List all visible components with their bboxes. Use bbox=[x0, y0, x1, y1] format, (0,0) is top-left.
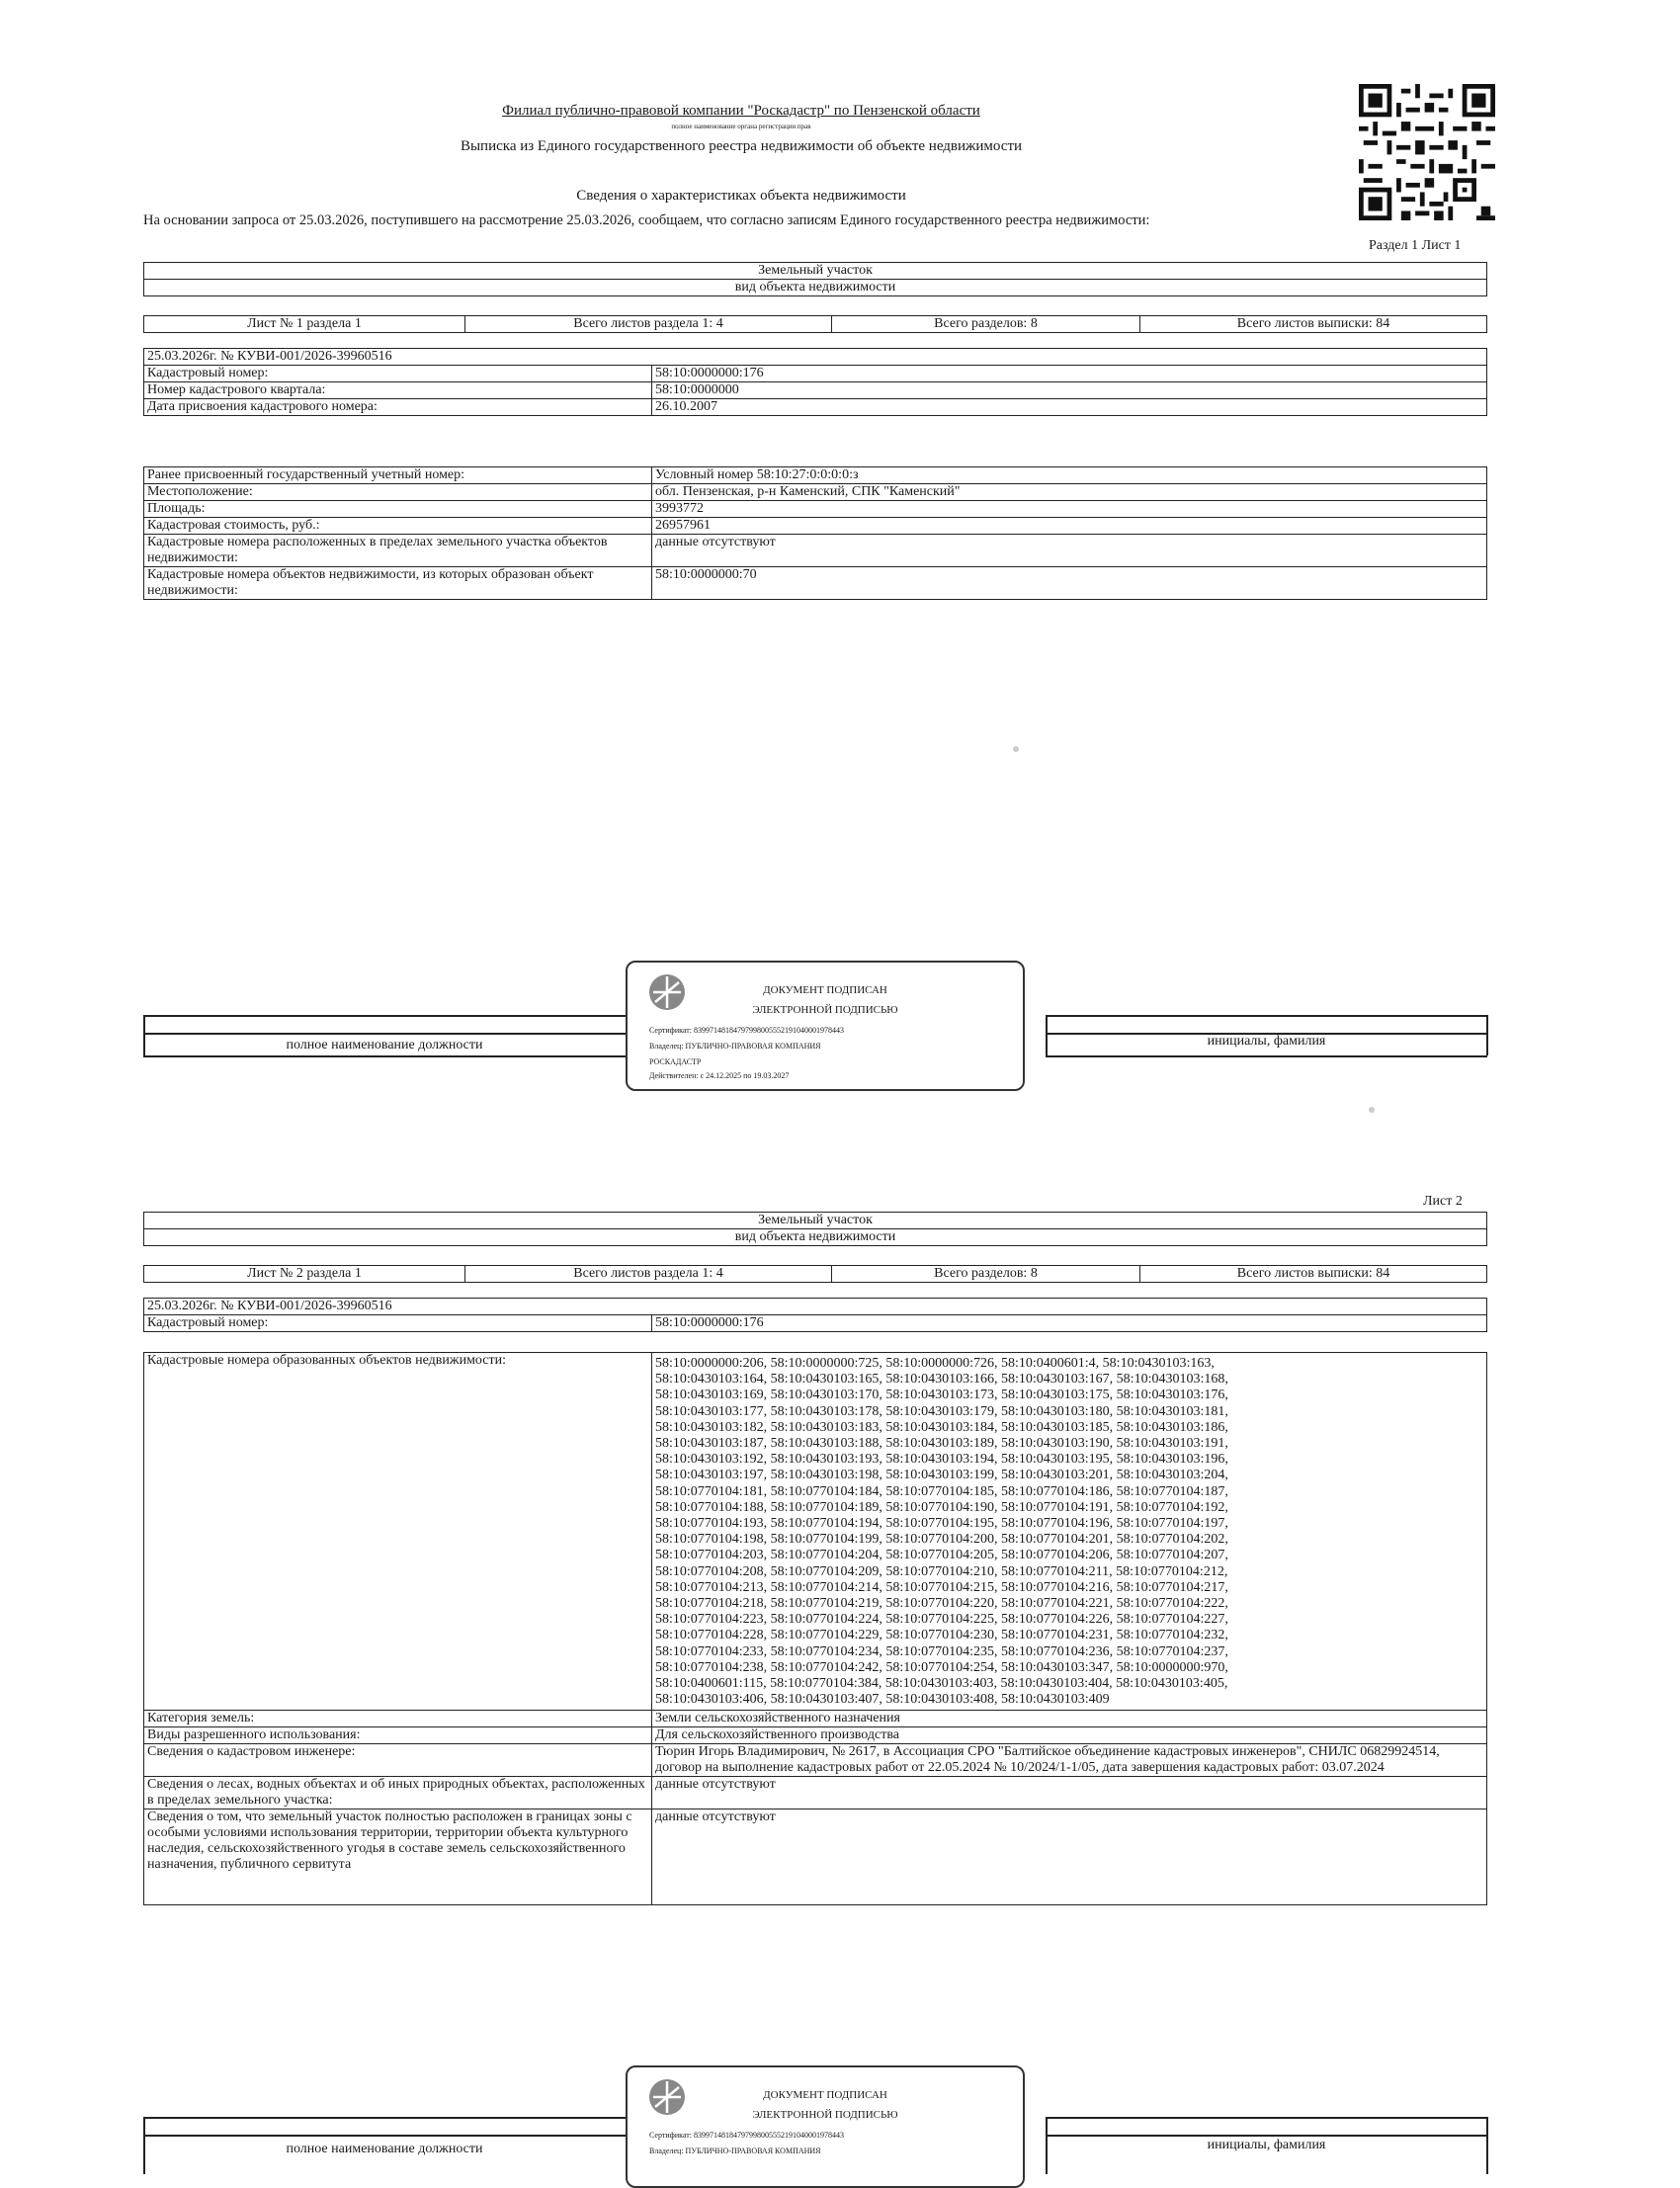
table-row: Сведения о том, что земельный участок полностью расположен в границах зоны с особыми условиями использования территории, территории объекта культурного наследия, сельскохозяйственного угодья в составе земель сельскохозяйственного назначения, публичного сервитута данные отсутствуют bbox=[144, 1809, 1487, 1905]
stamp-owner-name: РОСКАДАСТР bbox=[649, 1057, 702, 1066]
request-basis: На основании запроса от 25.03.2026, поступившего на рассмотрение 25.03.2026, сообщаем, что согласно записям Единого государственного реестра недвижимости: bbox=[143, 212, 1150, 228]
issuer-caption: полное наименование органа регистрации прав bbox=[671, 123, 811, 130]
position-caption: полное наименование должности bbox=[286, 1038, 483, 1052]
scan-dot bbox=[1013, 746, 1019, 752]
sheet-info-table-2 bbox=[143, 1265, 1487, 1283]
position-caption: полное наименование должности bbox=[286, 2142, 483, 2156]
object-type-caption: вид объекта недвижимости bbox=[144, 280, 1487, 296]
table-row: Кадастровые номера объектов недвижимости, из которых образован объект недвижимости: 58:10:0000000:70 bbox=[144, 567, 1487, 600]
table-row bbox=[144, 1353, 1487, 1711]
qr-code-icon bbox=[1359, 84, 1495, 220]
sheets-total: Всего листов выписки: 84 bbox=[1140, 1266, 1487, 1283]
table-row: Кадастровые номера расположенных в пределах земельного участка объектов недвижимости: данные отсутствуют bbox=[144, 535, 1487, 567]
stamp-certificate: Сертификат: 83997148184797998005552191040001978443 bbox=[649, 2131, 844, 2140]
sheet-label: Лист 2 bbox=[1423, 1194, 1463, 1209]
sheets-in-section: Всего листов раздела 1: 4 bbox=[465, 316, 832, 333]
stamp-validity: Действителен: с 24.12.2025 по 19.03.2027 bbox=[649, 1071, 790, 1080]
sheet-number: Лист № 2 раздела 1 bbox=[144, 1266, 465, 1283]
table-row: Местоположение: обл. Пензенская, р-н Каменский, СПК "Каменский" bbox=[144, 484, 1487, 501]
extract-number: 25.03.2026г. № КУВИ-001/2026-39960516 bbox=[144, 349, 1487, 366]
stamp-owner: Владелец: ПУБЛИЧНО-ПРАВОВАЯ КОМПАНИЯ bbox=[649, 2146, 821, 2155]
object-type: Земельный участок bbox=[144, 263, 1487, 280]
signature-line bbox=[143, 1055, 626, 1057]
extract-table-a bbox=[143, 348, 1487, 416]
sheets-total: Всего листов выписки: 84 bbox=[1140, 316, 1487, 333]
document-title: Выписка из Единого государственного реестра недвижимости об объекте недвижимости bbox=[460, 138, 1023, 154]
extract-table-d bbox=[143, 1352, 1487, 1905]
table-row: Кадастровый номер: 58:10:0000000:176 bbox=[144, 1315, 1487, 1332]
scan-dot bbox=[1369, 1107, 1375, 1113]
sheet-number: Лист № 1 раздела 1 bbox=[144, 316, 465, 333]
sections-total: Всего разделов: 8 bbox=[832, 1266, 1140, 1283]
issuer-organization: Филиал публично-правовой компании "Роскадастр" по Пензенской области bbox=[502, 103, 980, 119]
signature-line bbox=[1046, 2117, 1487, 2119]
table-row: Сведения о кадастровом инженере: Тюрин Игорь Владимирович, № 2617, в Ассоциация СРО "Балтийское объединение кадастровых инженеров", СНИЛС 06829924514, договор на выполнение кадастровых работ от 22.05.2024 № 10/2024/1-1/05, дата завершения кадастровых работ: 03.07.2024 bbox=[144, 1744, 1487, 1777]
name-caption: инициалы, фамилия bbox=[1207, 1034, 1326, 1049]
table-row: Дата присвоения кадастрового номера: 26.10.2007 bbox=[144, 399, 1487, 416]
table-row: Виды разрешенного использования: Для сельскохозяйственного производства bbox=[144, 1727, 1487, 1744]
signature-line bbox=[143, 1033, 626, 1035]
sheet-info-table bbox=[143, 315, 1487, 333]
e-signature-stamp bbox=[626, 961, 1025, 1091]
object-type-table-2 bbox=[143, 1212, 1487, 1246]
signature-line bbox=[143, 2117, 626, 2119]
object-type-caption: вид объекта недвижимости bbox=[144, 1229, 1487, 1246]
name-caption: инициалы, фамилия bbox=[1207, 2138, 1326, 2152]
formed-objects-list: 58:10:0000000:206, 58:10:0000000:725, 58:10:0000000:726, 58:10:0400601:4, 58:10:0430103:163, 58:10:0430103:164, 58:10:0430103:165, 58:10:0430103:166, 58:10:0430103:167, 58:10:0430103:168, 58:10:0430103:169, 58:10:0430103:170, 58:10:0430103:173, 58:10:0430103:175, 58:10:0430103:176, 58:10:0430103:177, 58:10:0430103:178, 58:10:0430103:179, 58:10:0430103:180, 58:10:0430103:181, 58:10:0430103:182, 58:10:0430103:183, 58:10:0430103:184, 58:10:0430103:185, 58:10:0430103:186, 58:10:0430103:187, 58:10:0430103:188, 58:10:0430103:189, 58:10:0430103:190, 58:10:0430103:191, 58:10:0430103:192, 58:10:0430103:193, 58:10:0430103:194, 58:10:0430103:195, 58:10:0430103:196, 58:10:0430103:197, 58:10:0430103:198, 58:10:0430103:199, 58:10:0430103:201, 58:10:0430103:204, 58:10:0770104:181, 58:10:0770104:184, 58:10:0770104:185, 58:10:0770104:186, 58:10:0770104:187, 58:10:0770104:188, 58:10:0770104:189, 58:10:0770104:190, 58:10:0770104:191, 58:10:0770104:192, 58:10:0770104:193, 58:10:0770104:194, 58:10:0770104:195, 58:10:0770104:196, 58:10:0770104:197, 58:10:0770104:198, 58:10:0770104:199, 58:10:0770104:200, 58:10:0770104:201, 58:10:0770104:202, 58:10:0770104:203, 58:10:0770104:204, 58:10:0770104:205, 58:10:0770104:206, 58:10:0770104:207, 58:10:0770104:208, 58:10:0770104:209, 58:10:0770104:210, 58:10:0770104:211, 58:10:0770104:212, 58:10:0770104:213, 58:10:0770104:214, 58:10:0770104:215, 58:10:0770104:216, 58:10:0770104:217, 58:10:0770104:218, 58:10:0770104:219, 58:10:0770104:220, 58:10:0770104:221, 58:10:0770104:222, 58:10:0770104:223, 58:10:0770104:224, 58:10:0770104:225, 58:10:0770104:226, 58:10:0770104:227, 58:10:0770104:228, 58:10:0770104:229, 58:10:0770104:230, 58:10:0770104:231, 58:10:0770104:232, 58:10:0770104:233, 58:10:0770104:234, 58:10:0770104:235, 58:10:0770104:236, 58:10:0770104:237, 58:10:0770104:238, 58:10:0770104:242, 58:10:0770104:254, 58:10:0430103:347, 58:10:0000000:970, 58:10:0400601:115, 58:10:0770104:384, 58:10:0430103:403, 58:10:0430103:404, 58:10:0430103:405, 58:10:0430103:406, 58:10:0430103:407, 58:10:0430103:408, 58:10:0430103:409 bbox=[652, 1353, 1487, 1711]
table-row: Площадь: 3993772 bbox=[144, 501, 1487, 518]
object-type-table bbox=[143, 262, 1487, 296]
object-type: Земельный участок bbox=[144, 1213, 1487, 1229]
signature-line bbox=[143, 1015, 626, 1017]
stamp-certificate: Сертификат: 83997148184797998005552191040001978443 bbox=[649, 1026, 844, 1035]
table-row: Номер кадастрового квартала: 58:10:0000000 bbox=[144, 382, 1487, 399]
table-row: Ранее присвоенный государственный учетный номер: Условный номер 58:10:27:0:0:0:0:з bbox=[144, 467, 1487, 484]
table-row: Сведения о лесах, водных объектах и об иных природных объектах, расположенных в пределах земельного участка: данные отсутствуют bbox=[144, 1777, 1487, 1809]
extract-number: 25.03.2026г. № КУВИ-001/2026-39960516 bbox=[144, 1299, 1487, 1315]
stamp-line2: ЭЛЕКТРОННОЙ ПОДПИСЬЮ bbox=[752, 1004, 898, 1016]
e-signature-stamp bbox=[626, 2065, 1025, 2188]
signature-line bbox=[143, 2135, 626, 2137]
razdel-label: Раздел 1 Лист 1 bbox=[1369, 238, 1462, 253]
section-title: Сведения о характеристиках объекта недвижимости bbox=[576, 188, 906, 204]
signature-line bbox=[1046, 1015, 1487, 1017]
stamp-owner: Владелец: ПУБЛИЧНО-ПРАВОВАЯ КОМПАНИЯ bbox=[649, 1042, 821, 1051]
stamp-line1: ДОКУМЕНТ ПОДПИСАН bbox=[763, 2089, 887, 2101]
signature-line bbox=[1046, 2135, 1487, 2137]
extract-table-c bbox=[143, 1298, 1487, 1332]
table-row: Категория земель: Земли сельскохозяйственного назначения bbox=[144, 1711, 1487, 1727]
extract-table-b bbox=[143, 466, 1487, 600]
stamp-line1: ДОКУМЕНТ ПОДПИСАН bbox=[763, 984, 887, 996]
table-row: Кадастровая стоимость, руб.: 26957961 bbox=[144, 518, 1487, 535]
table-row: Кадастровый номер: 58:10:0000000:176 bbox=[144, 366, 1487, 382]
sheets-in-section: Всего листов раздела 1: 4 bbox=[465, 1266, 832, 1283]
signature-line bbox=[1046, 1055, 1487, 1057]
sections-total: Всего разделов: 8 bbox=[832, 316, 1140, 333]
formed-objects-label: Кадастровые номера образованных объектов недвижимости: bbox=[144, 1353, 652, 1711]
stamp-line2: ЭЛЕКТРОННОЙ ПОДПИСЬЮ bbox=[752, 2109, 898, 2121]
